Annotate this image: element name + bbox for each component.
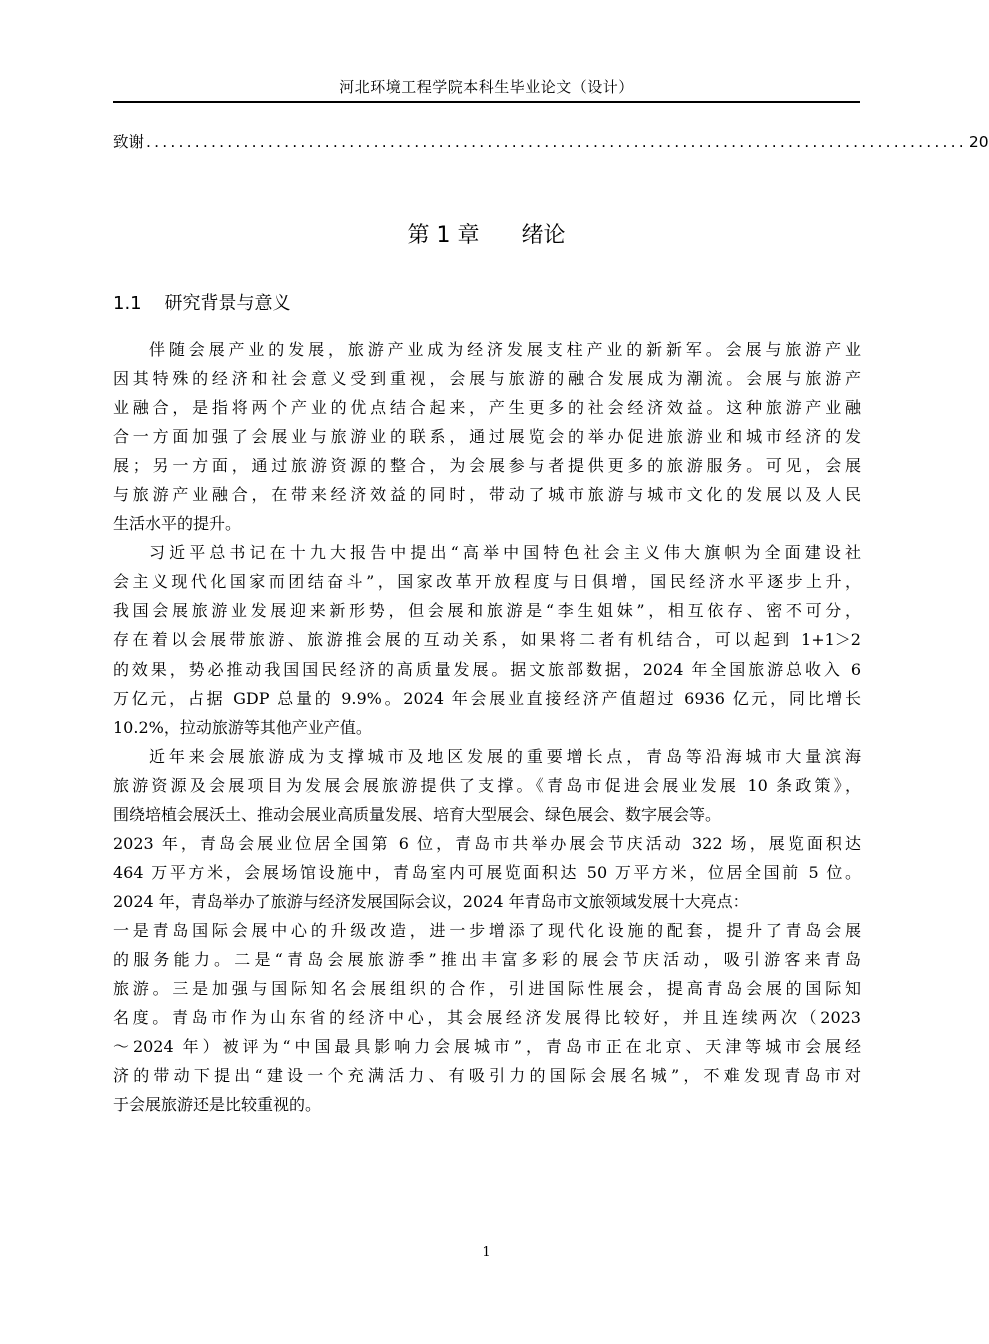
toc-label: 致谢: [113, 133, 145, 151]
header-divider: [113, 101, 860, 103]
paragraph-1-line: 业融合，是指将两个产业的优点结合起来，产生更多的社会经济效益。这种旅游产业融: [113, 398, 861, 418]
paragraph-2-line: 10.2%，拉动旅游等其他产业产值。: [113, 717, 372, 737]
paragraph-3-line: 名度。青岛市作为山东省的经济中心，其会展经济发展得比较好，并且连续两次（2023: [113, 1008, 861, 1028]
page-header: 河北环境工程学院本科生毕业论文（设计）: [339, 78, 634, 96]
paragraph-2-line: 我国会展旅游业发展迎来新形势，但会展和旅游是“李生姐妹”，相互依存、密不可分，: [113, 601, 861, 621]
paragraph-3-line: 近年来会展旅游成为支撑城市及地区发展的重要增长点，青岛等沿海城市大量滨海: [149, 746, 861, 766]
paragraph-2-line: 会主义现代化国家而团结奋斗”，国家改革开放程度与日俱增，国民经济水平逐步上升，: [113, 572, 861, 592]
paragraph-2-line: 万亿元，占据 GDP 总量的 9.9%。2024 年会展业直接经济产值超过 6936 亿元，同比增长: [113, 688, 861, 708]
toc-leader-dots: .....................................................................................................: [146, 133, 967, 151]
paragraph-3-line: 围绕培植会展沃土、推动会展业高质量发展、培育大型展会、绿色展会、数字展会等。: [113, 804, 722, 824]
toc-entry[interactable]: [113, 130, 989, 154]
paragraph-3-line: 2024 年，青岛举办了旅游与经济发展国际会议，2024 年青岛市文旅领域发展十大亮点：: [113, 891, 749, 911]
section-title: 1.1 研究背景与意义: [113, 293, 291, 314]
paragraph-2-line: 的效果，势必推动我国国民经济的高质量发展。据文旅部数据，2024 年全国旅游总收入 6: [113, 659, 861, 679]
paragraph-3-line: 的服务能力。二是“青岛会展旅游季”推出丰富多彩的展会节庆活动，吸引游客来青岛: [113, 949, 861, 969]
paragraph-1-line: 合一方面加强了会展业与旅游业的联系，通过展览会的举办促进旅游业和城市经济的发: [113, 427, 861, 447]
paragraph-3-line: ～2024 年）被评为“中国最具影响力会展城市”，青岛市正在北京、天津等城市会展经: [113, 1037, 861, 1057]
paragraph-1-line: 展；另一方面，通过旅游资源的整合，为会展参与者提供更多的旅游服务。可见，会展: [113, 456, 861, 476]
paragraph-3-line: 旅游资源及会展项目为发展会展旅游提供了支撑。《青岛市促进会展业发展 10 条政策》，: [113, 775, 861, 795]
paragraph-2-line: 习近平总书记在十九大报告中提出“高举中国特色社会主义伟大旗帜为全面建设社: [149, 543, 861, 563]
paragraph-3-line: 旅游。三是加强与国际知名会展组织的合作，引进国际性展会，提高青岛会展的国际知: [113, 979, 861, 999]
chapter-title: 第 1 章 绪论: [407, 223, 566, 248]
paragraph-1-line: 生活水平的提升。: [113, 514, 242, 534]
paragraph-3-line: 于会展旅游还是比较重视的。: [113, 1095, 322, 1115]
paragraph-3-line: 464 万平方米，会展场馆设施中，青岛室内可展览面积达 50 万平方米，位居全国前 5 位。: [113, 862, 861, 882]
body-text: [113, 335, 861, 1119]
paragraph-1-line: 与旅游产业融合，在带来经济效益的同时，带动了城市旅游与城市文化的发展以及人民: [113, 485, 861, 505]
page-number: 1: [482, 1245, 491, 1260]
paragraph-3-line: 一是青岛国际会展中心的升级改造，进一步增添了现代化设施的配套，提升了青岛会展: [113, 920, 861, 940]
paragraph-3-line: 2023 年，青岛会展业位居全国第 6 位，青岛市共举办展会节庆活动 322 场，展览面积达: [113, 833, 861, 853]
toc-page-number: 20: [968, 133, 989, 151]
paragraph-2-line: 存在着以会展带旅游、旅游推会展的互动关系，如果将二者有机结合，可以起到 1+1＞2: [113, 630, 861, 650]
paragraph-1-line: 因其特殊的经济和社会意义受到重视，会展与旅游的融合发展成为潮流。会展与旅游产: [113, 369, 861, 389]
paragraph-1-line: 伴随会展产业的发展，旅游产业成为经济发展支柱产业的新新军。会展与旅游产业: [149, 340, 861, 359]
paragraph-3-line: 济的带动下提出“建设一个充满活力、有吸引力的国际会展名城”，不难发现青岛市对: [113, 1066, 861, 1086]
